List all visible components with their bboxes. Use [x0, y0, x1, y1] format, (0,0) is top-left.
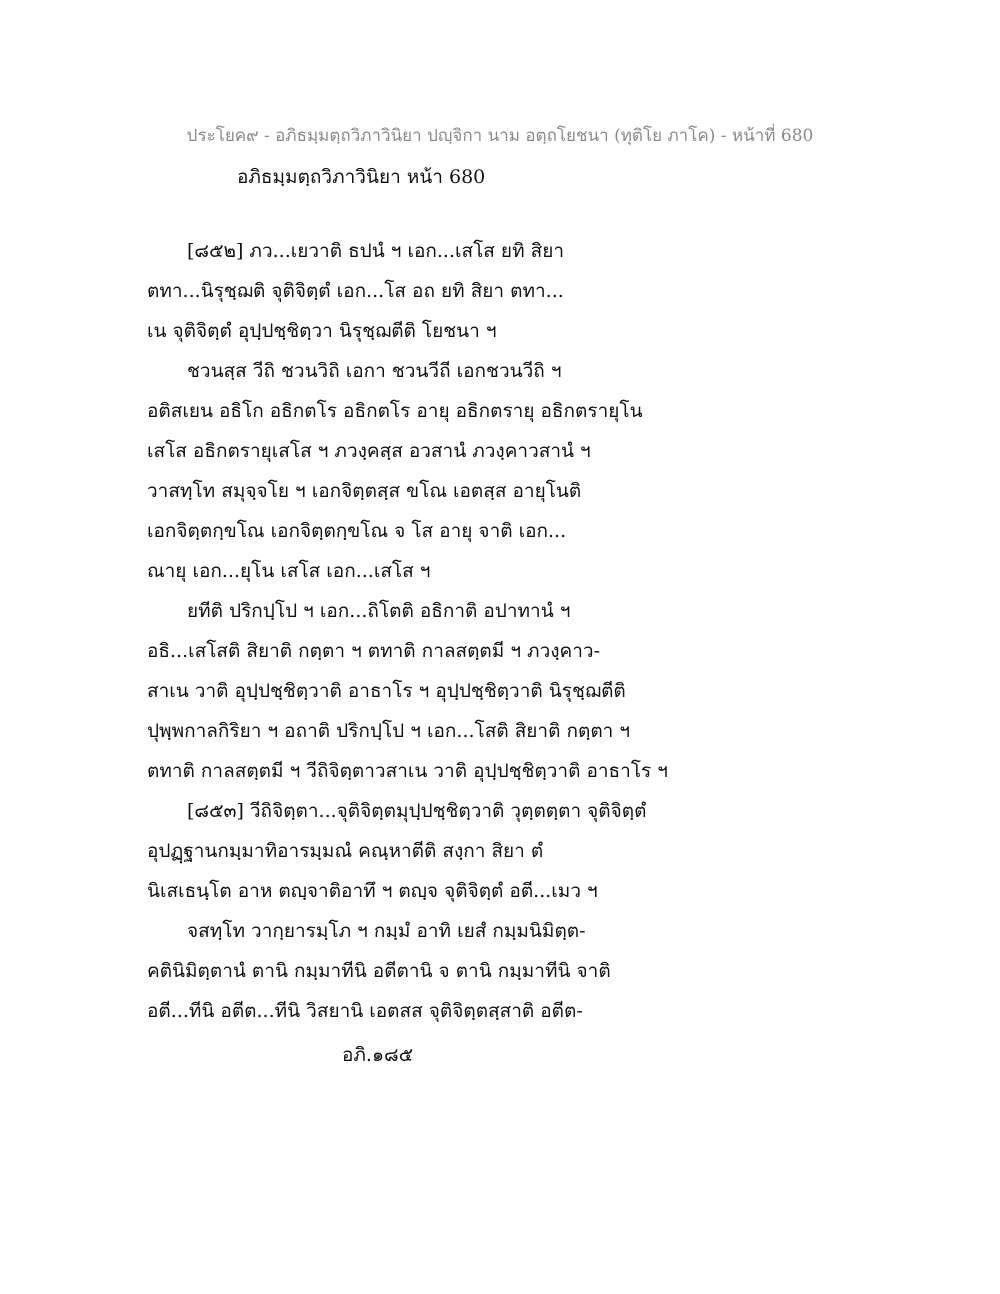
page-heading: อภิธมฺมตฺถวิภาวินิยา หน้า 680 — [237, 166, 486, 188]
footer-code: อภิ.๑๘๕ — [342, 1044, 414, 1066]
text-line: วาสทฺโท สมุจฺจโย ฯ เอกจิตฺตสฺส ขโณ เอตสฺส อายุโนติ — [147, 480, 582, 502]
running-header: ประโยค๙ - อภิธมฺมตฺถวิภาวินิยา ปญฺจิกา นาม อตฺถโยชนา (ทุติโย ภาโค) - หน้าที่ 680 — [186, 126, 814, 146]
text-line: ณายุ เอก...ยุโน เสโส เอก...เสโส ฯ — [147, 560, 431, 582]
text-line: เน จุติจิตฺตํ อุปฺปชฺชิตฺวา นิรุชฺฌตีติ โยชนา ฯ — [147, 320, 497, 342]
text-line: ปุพฺพกาลกิริยา ฯ อถาติ ปริกปฺโป ฯ เอก...โสติ สิยาติ กตฺตา ฯ — [147, 720, 631, 742]
text-line: ตทา...นิรุชฺฌติ จุติจิตฺตํ เอก...โส อถ ยทิ สิยา ตทา... — [147, 280, 564, 302]
text-line: อธิ...เสโสติ สิยาติ กตฺตา ฯ ตทาติ กาลสตฺตมี ฯ ภวงฺคาว- — [147, 640, 600, 662]
text-line: [๘๕๒] ภว...เยวาติ ธปนํ ฯ เอก...เสโส ยทิ สิยา — [187, 240, 565, 262]
text-line: อุปฏฺฐานกมฺมาทิอารมฺมณํ คณฺหาตีติ สงฺกา สิยา ตํ — [147, 840, 544, 862]
text-line: เอกจิตฺตกฺขโณ เอกจิตฺตกฺขโณ จ โส อายุ จาติ เอก... — [147, 520, 567, 542]
text-line: เสโส อธิกตรายุเสโส ฯ ภวงฺคสฺส อวสานํ ภวงฺคาวสานํ ฯ — [147, 440, 591, 462]
text-line: ชวนสฺส วีถิ ชวนวิถิ เอกา ชวนวีถี เอกชวนวีถิ ฯ — [187, 360, 562, 382]
text-line: คตินิมิตฺตานํ ตานิ กมฺมาทีนิ อตีตานิ จ ตานิ กมฺมาทีนิ จาติ — [147, 960, 611, 982]
text-line: อตี...ทีนิ อตีต...ทีนิ วิสยานิ เอตสส จุติจิตฺตสฺสาติ อตีต- — [147, 1000, 583, 1022]
text-line: [๘๕๓] วีถิจิตฺตา...จุติจิตฺตมุปฺปชฺชิตฺวาติ วุตฺตตฺตา จุติจิตฺตํ — [187, 800, 647, 822]
text-line: นิเสเธนฺโต อาห ตญฺจาติอาทึ ฯ ตญฺจ จุติจิตฺตํ อตี...เมว ฯ — [147, 880, 598, 902]
text-line: ยทีติ ปริกปฺโป ฯ เอก...ถิโตติ อธิกาติ อปาทานํ ฯ — [187, 600, 571, 622]
text-line: อติสเยน อธิโก อธิกตโร อธิกตโร อายุ อธิกตรายุ อธิกตรายุโน — [147, 400, 643, 422]
text-line: ตทาติ กาลสตฺตมี ฯ วีถิจิตฺตาวสาเน วาติ อุปฺปชฺชิตฺวาติ อาธาโร ฯ — [147, 760, 668, 782]
text-line: จสทฺโท วากฺยารมฺโภ ฯ กมฺมํ อาทิ เยสํ กมฺมนิมิตฺต- — [187, 920, 586, 942]
text-line: สาเน วาติ อุปฺปชฺชิตฺวาติ อาธาโร ฯ อุปฺปชฺชิตฺวาติ นิรุชฺฌตีติ — [147, 680, 626, 702]
